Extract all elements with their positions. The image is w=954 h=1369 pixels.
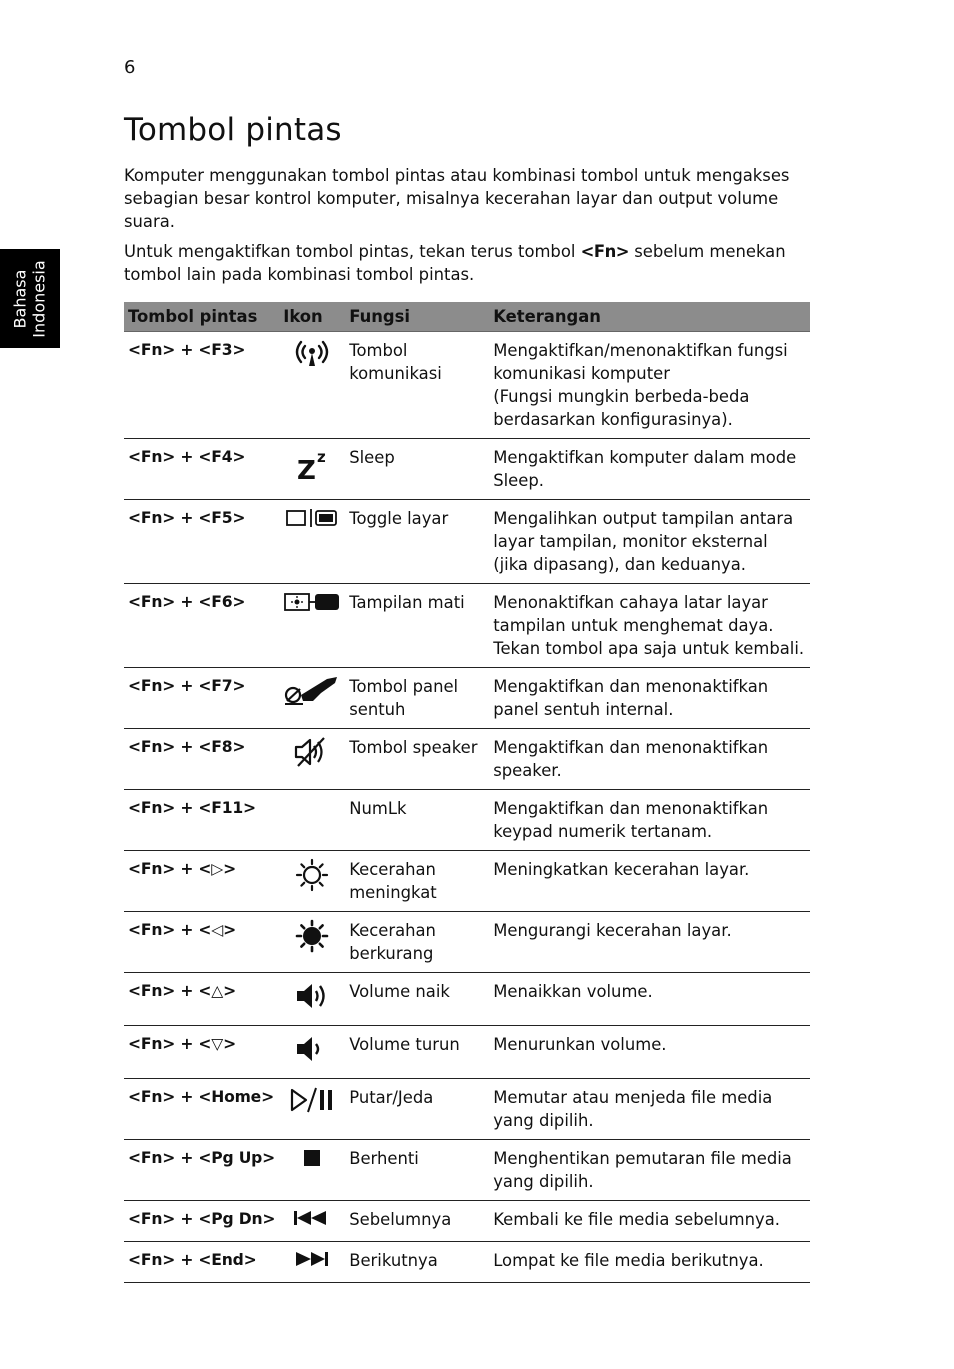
table-row <box>124 912 810 973</box>
description-cell: Mengurangi kecerahan layar. <box>489 912 810 973</box>
hotkey-cell: <Fn> + <F6> <box>124 584 279 668</box>
stop-icon <box>301 1154 323 1173</box>
description-cell: Mengaktifkan dan menonaktifkan speaker. <box>489 729 810 790</box>
icon-cell <box>279 1201 345 1242</box>
icon-cell <box>279 1026 345 1079</box>
table-body <box>124 332 810 1283</box>
icon-cell <box>279 1140 345 1201</box>
table-row <box>124 1026 810 1079</box>
volume-down-icon <box>294 1050 330 1069</box>
function-cell: Putar/Jeda <box>345 1079 489 1140</box>
description-cell: Mengaktifkan dan menonaktifkan keypad numerik tertanam. <box>489 790 810 851</box>
table-row <box>124 668 810 729</box>
table-row <box>124 1242 810 1283</box>
hotkey-cell: <Fn> + <▷> <box>124 851 279 912</box>
hotkey-cell: <Fn> + <F4> <box>124 439 279 500</box>
table-row <box>124 729 810 790</box>
icon-cell <box>279 973 345 1026</box>
display-toggle-icon <box>285 514 339 533</box>
page-title: Tombol pintas <box>124 112 342 148</box>
hotkey-cell: <Fn> + <△> <box>124 973 279 1026</box>
hotkey-cell: <Fn> + <Pg Up> <box>124 1140 279 1201</box>
brightness-down-icon <box>295 938 329 957</box>
icon-cell <box>279 500 345 584</box>
icon-cell <box>279 668 345 729</box>
speaker-mute-icon <box>292 753 332 772</box>
instruction-after: sebelum menekan tombol lain pada kombinasi tombol pintas. <box>124 242 786 284</box>
table-row <box>124 584 810 668</box>
table-row <box>124 1079 810 1140</box>
function-cell: Sleep <box>345 439 489 500</box>
icon-cell <box>279 790 345 851</box>
next-track-icon <box>292 1254 332 1273</box>
hotkey-cell: <Fn> + <F3> <box>124 332 279 439</box>
svg-text:z: z <box>317 448 326 466</box>
icon-cell <box>279 1242 345 1283</box>
description-cell: Memutar atau menjeda file media yang dipilih. <box>489 1079 810 1140</box>
description-cell: Menaikkan volume. <box>489 973 810 1026</box>
header-function: Fungsi <box>345 302 489 332</box>
function-cell: Volume naik <box>345 973 489 1026</box>
table-row <box>124 1140 810 1201</box>
hotkey-cell: <Fn> + <◁> <box>124 912 279 973</box>
hotkey-cell: <Fn> + <F8> <box>124 729 279 790</box>
function-cell: NumLk <box>345 790 489 851</box>
function-cell: Tombol speaker <box>345 729 489 790</box>
description-cell: Kembali ke file media sebelumnya. <box>489 1201 810 1242</box>
side-tab-line1: Bahasa <box>11 269 30 328</box>
header-hotkey: Tombol pintas <box>124 302 279 332</box>
icon-cell <box>279 584 345 668</box>
side-tab-line2: Indonesia <box>30 259 49 338</box>
intro-paragraph: Komputer menggunakan tombol pintas atau kombinasi tombol untuk mengakses sebagian besar kontrol komputer, misalnya kecerahan layar dan output volume suara. <box>124 166 790 231</box>
icon-cell <box>279 439 345 500</box>
description-cell: Meningkatkan kecerahan layar. <box>489 851 810 912</box>
icon-cell <box>279 912 345 973</box>
wireless-communication-icon <box>292 354 332 373</box>
hotkey-cell: <Fn> + <F7> <box>124 668 279 729</box>
table-row <box>124 851 810 912</box>
icon-cell <box>279 851 345 912</box>
volume-up-icon <box>294 997 330 1016</box>
hotkey-cell: <Fn> + <▽> <box>124 1026 279 1079</box>
hotkey-cell: <Fn> + <End> <box>124 1242 279 1283</box>
language-side-tab <box>0 249 60 348</box>
display-off-icon <box>283 598 341 617</box>
table-row <box>124 790 810 851</box>
description-cell: Mengalihkan output tampilan antara layar tampilan, monitor eksternal (jika dipasang), dan keduanya. <box>489 500 810 584</box>
page-number: 6 <box>124 57 136 78</box>
function-cell: Volume turun <box>345 1026 489 1079</box>
function-cell: Tombol komunikasi <box>345 332 489 439</box>
table-row <box>124 500 810 584</box>
hotkey-cell: <Fn> + <Home> <box>124 1079 279 1140</box>
icon-cell <box>279 332 345 439</box>
icon-cell <box>279 1079 345 1140</box>
function-cell: Sebelumnya <box>345 1201 489 1242</box>
instruction-before: Untuk mengaktifkan tombol pintas, tekan terus tombol <box>124 242 581 261</box>
header-icon: Ikon <box>279 302 345 332</box>
table-row <box>124 439 810 500</box>
table-row <box>124 973 810 1026</box>
play-pause-icon <box>289 1099 335 1118</box>
description-cell: Mengaktifkan dan menonaktifkan panel sentuh internal. <box>489 668 810 729</box>
svg-text:Z: Z <box>297 456 317 482</box>
description-cell: Menurunkan volume. <box>489 1026 810 1079</box>
brightness-up-icon <box>295 877 329 896</box>
function-cell: Toggle layar <box>345 500 489 584</box>
instruction-paragraph <box>124 240 814 286</box>
hotkey-cell: <Fn> + <F11> <box>124 790 279 851</box>
table-row <box>124 332 810 439</box>
table-row <box>124 1201 810 1242</box>
function-cell: Kecerahan meningkat <box>345 851 489 912</box>
function-cell: Berikutnya <box>345 1242 489 1283</box>
function-cell: Berhenti <box>345 1140 489 1201</box>
previous-track-icon <box>292 1213 332 1232</box>
table-header-row <box>124 302 810 332</box>
header-description: Keterangan <box>489 302 810 332</box>
function-cell: Kecerahan berkurang <box>345 912 489 973</box>
description-cell: Mengaktifkan komputer dalam mode Sleep. <box>489 439 810 500</box>
function-cell: Tampilan mati <box>345 584 489 668</box>
description-cell: Menghentikan pemutaran file media yang dipilih. <box>489 1140 810 1201</box>
description-cell: Mengaktifkan/menonaktifkan fungsi komunikasi komputer (Fungsi mungkin berbeda-beda berdasarkan konfigurasinya). <box>489 332 810 439</box>
icon-cell <box>279 729 345 790</box>
touchpad-toggle-icon <box>283 690 341 709</box>
description-cell: Lompat ke file media berikutnya. <box>489 1242 810 1283</box>
description-cell: Menonaktifkan cahaya latar layar tampilan untuk menghemat daya. Tekan tombol apa saja untuk kembali. <box>489 584 810 668</box>
hotkey-table <box>124 302 810 1283</box>
function-cell: Tombol panel sentuh <box>345 668 489 729</box>
sleep-zz-icon <box>292 448 332 486</box>
hotkey-cell: <Fn> + <Pg Dn> <box>124 1201 279 1242</box>
instruction-key: <Fn> <box>580 242 629 261</box>
hotkey-cell: <Fn> + <F5> <box>124 500 279 584</box>
